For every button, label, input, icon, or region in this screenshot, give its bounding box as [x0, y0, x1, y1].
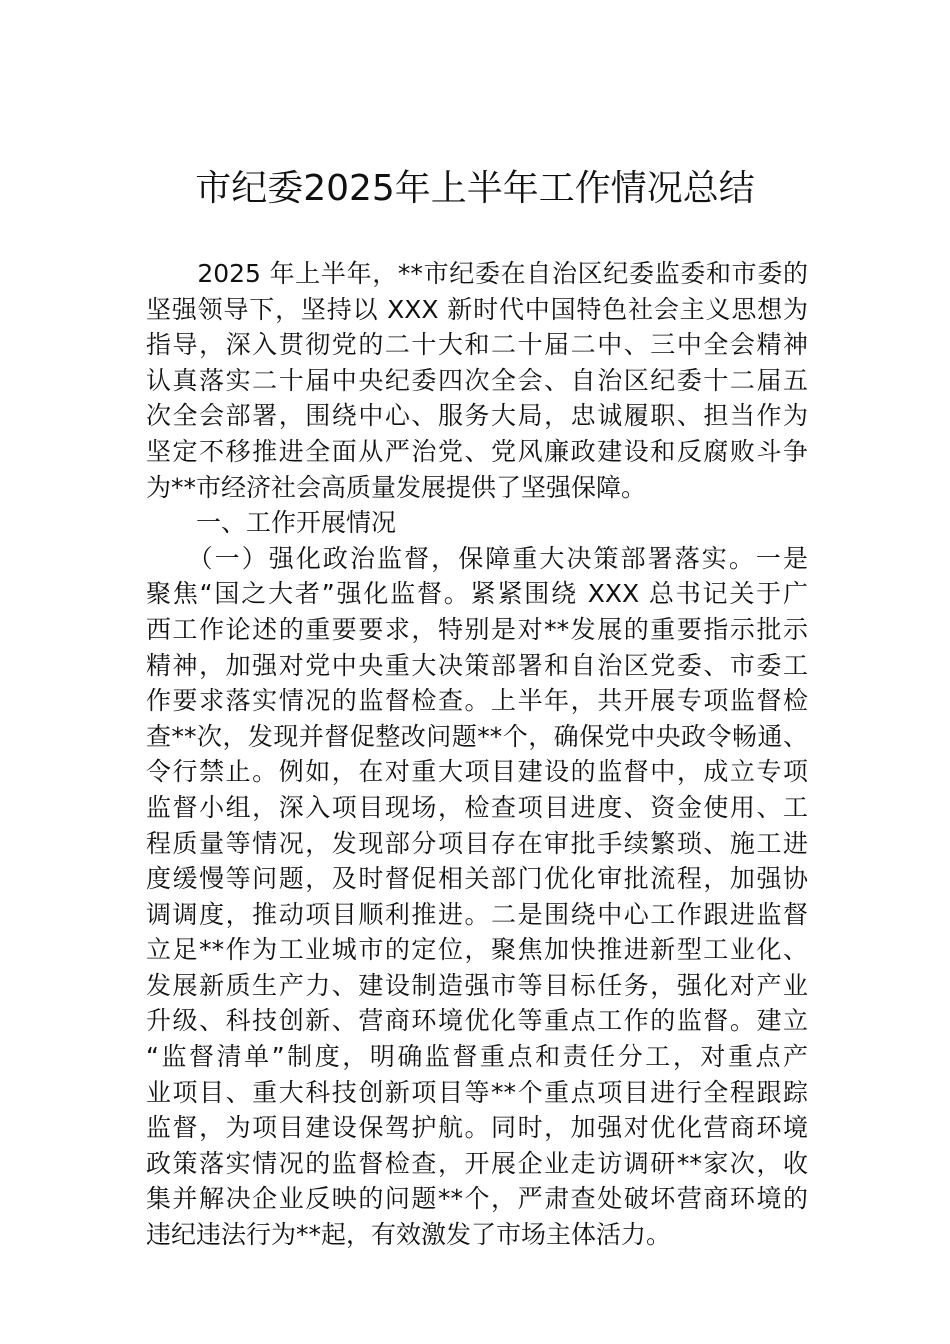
- paragraph-line: 监督，为项目建设保驾护航。同时，加强对优化营商环境: [146, 1113, 808, 1143]
- paragraph-line: 为**市经济社会高质量发展提供了坚强保障。: [146, 472, 647, 502]
- paragraph-line: 精神，加强对党中央重大决策部署和自治区党委、市委工: [146, 650, 808, 680]
- paragraph-line: 坚强领导下，坚持以 XXX 新时代中国特色社会主义思想为: [146, 294, 808, 324]
- paragraph-line: 令行禁止。例如，在对重大项目建设的监督中，成立专项: [146, 757, 808, 787]
- paragraph-line: 调调度，推动项目顺利推进。二是围绕中心工作跟进监督: [146, 899, 808, 929]
- document-title: 市纪委2025年上半年工作情况总结: [195, 168, 755, 209]
- paragraph-line: 集并解决企业反映的问题**个，严肃查处破坏营商环境的: [146, 1184, 808, 1214]
- paragraph-line: 政策落实情况的监督检查，开展企业走访调研**家次，收: [146, 1148, 808, 1178]
- paragraph-line: 坚定不移推进全面从严治党、党风廉政建设和反腐败斗争: [146, 436, 808, 466]
- section-heading: 一、工作开展情况: [146, 508, 397, 538]
- paragraph-line: 发展新质生产力、建设制造强市等目标任务，强化对产业: [146, 970, 808, 1000]
- paragraph-line: 业项目、重大科技创新项目等**个重点项目进行全程跟踪: [146, 1077, 808, 1107]
- paragraph-line: 违纪违法行为**起，有效激发了市场主体活力。: [146, 1220, 672, 1250]
- paragraph-line: （一）强化政治监督，保障重大决策部署落实。一是: [146, 543, 808, 573]
- paragraph-line: 程质量等情况，发现部分项目存在审批手续繁琐、施工进: [146, 828, 808, 858]
- paragraph-line: 度缓慢等问题，及时督促相关部门优化审批流程，加强协: [146, 864, 808, 894]
- paragraph-line: 聚焦“国之大者”强化监督。紧紧围绕 XXX 总书记关于广: [146, 579, 808, 609]
- document-body: [146, 256, 808, 1253]
- paragraph-line: 西工作论述的重要要求，特别是对**发展的重要指示批示: [146, 614, 808, 644]
- paragraph-line: 2025 年上半年，**市纪委在自治区纪委监委和市委的: [146, 259, 808, 288]
- paragraph-line: 次全会部署，围绕中心、服务大局，忠诚履职、担当作为: [146, 401, 808, 431]
- paragraph-line: 升级、科技创新、营商环境优化等重点工作的监督。建立: [146, 1006, 808, 1036]
- paragraph-line: 立足**作为工业城市的定位，聚焦加快推进新型工业化、: [146, 935, 808, 965]
- paragraph-line: 监督小组，深入项目现场，检查项目进度、资金使用、工: [146, 792, 808, 822]
- paragraph-line: 认真落实二十届中央纪委四次全会、自治区纪委十二届五: [146, 365, 808, 395]
- paragraph-line: 查**次，发现并督促整改问题**个，确保党中央政令畅通、: [146, 721, 808, 751]
- paragraph-line: 指导，深入贯彻党的二十大和二十届二中、三中全会精神: [146, 330, 808, 360]
- paragraph-line: 作要求落实情况的监督检查。上半年，共开展专项监督检: [146, 686, 808, 716]
- paragraph-line: “监督清单”制度，明确监督重点和责任分工，对重点产: [146, 1042, 808, 1072]
